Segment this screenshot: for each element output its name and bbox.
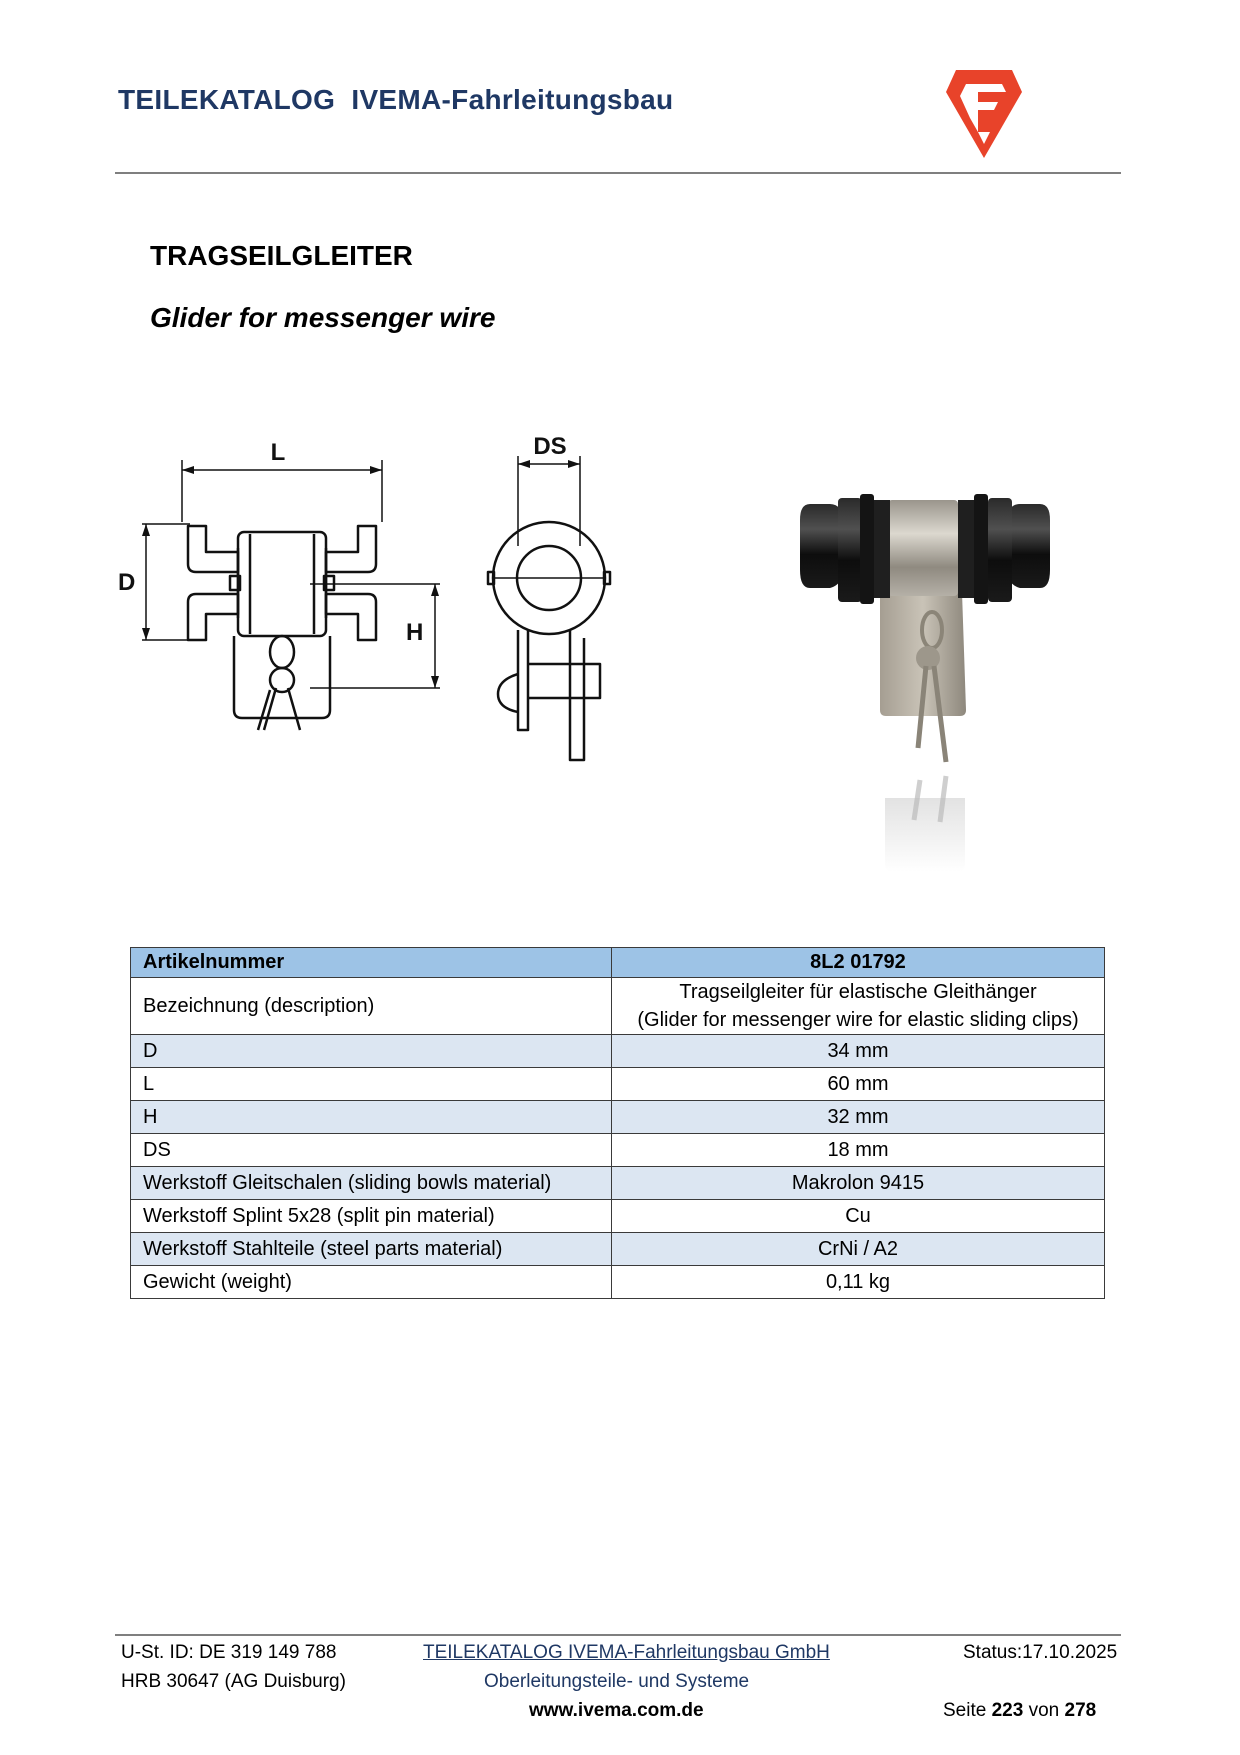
product-photo — [790, 480, 1060, 880]
spec-value: 34 mm — [612, 1035, 1105, 1068]
description-label: Bezeichnung (description) — [131, 978, 612, 1035]
dim-label-H: H — [406, 619, 424, 646]
table-row — [131, 1167, 1105, 1200]
dim-label-DS: DS — [533, 433, 567, 460]
page-number — [943, 1700, 1096, 1722]
table-row — [131, 1101, 1105, 1134]
table-row — [131, 1266, 1105, 1299]
spec-label: Werkstoff Stahlteile (steel parts material) — [131, 1233, 612, 1266]
spec-value: Cu — [612, 1200, 1105, 1233]
description-line-2: (Glider for messenger wire for elastic sliding clips) — [637, 1009, 1079, 1031]
page-sep: von — [1028, 1700, 1060, 1721]
page-total: 278 — [1064, 1700, 1097, 1721]
technical-drawing — [110, 430, 690, 790]
spec-label: H — [131, 1101, 612, 1134]
spec-label: L — [131, 1068, 612, 1101]
spec-label: Gewicht (weight) — [131, 1266, 612, 1299]
website-link[interactable]: www.ivema.com.de — [529, 1700, 704, 1721]
product-title: TRAGSEILGLEITER — [150, 240, 413, 271]
table-row — [131, 1035, 1105, 1068]
spec-label: D — [131, 1035, 612, 1068]
dim-label-L: L — [270, 439, 286, 466]
spec-value: CrNi / A2 — [612, 1233, 1105, 1266]
status-date: Status:17.10.2025 — [963, 1642, 1118, 1663]
company-link[interactable]: TEILEKATALOG IVEMA-Fahrleitungsbau GmbH — [423, 1642, 830, 1663]
spec-label: DS — [131, 1134, 612, 1167]
spec-label: Werkstoff Splint 5x28 (split pin material) — [131, 1200, 612, 1233]
article-number: 8L2 01792 — [612, 948, 1105, 978]
table-row — [131, 978, 1105, 1035]
spec-value: 18 mm — [612, 1134, 1105, 1167]
spec-value: 60 mm — [612, 1068, 1105, 1101]
page-current: 223 — [991, 1700, 1024, 1721]
table-row — [131, 1068, 1105, 1101]
table-row — [131, 1233, 1105, 1266]
description-value — [612, 978, 1105, 1035]
catalog-title: TEILEKATALOG IVEMA-Fahrleitungsbau — [118, 84, 674, 115]
spec-value: 32 mm — [612, 1101, 1105, 1134]
spec-value: Makrolon 9415 — [612, 1167, 1105, 1200]
ivema-logo — [944, 66, 1024, 162]
dim-label-D: D — [118, 569, 136, 596]
page-prefix: Seite — [943, 1700, 987, 1721]
specification-table — [130, 947, 1105, 1299]
footer-divider — [115, 1634, 1121, 1636]
vat-id: U-St. ID: DE 319 149 788 — [121, 1642, 337, 1663]
company-tagline: Oberleitungsteile- und Systeme — [484, 1671, 750, 1692]
spec-label: Werkstoff Gleitschalen (sliding bowls material) — [131, 1167, 612, 1200]
header-divider — [115, 172, 1121, 174]
table-row — [131, 1200, 1105, 1233]
table-header-row — [131, 948, 1105, 978]
table-row — [131, 1134, 1105, 1167]
product-subtitle: Glider for messenger wire — [150, 302, 496, 333]
description-line-1: Tragseilgleiter für elastische Gleithänger — [679, 981, 1037, 1003]
hrb-number: HRB 30647 (AG Duisburg) — [121, 1671, 346, 1692]
table-header-label: Artikelnummer — [131, 948, 612, 978]
spec-value: 0,11 kg — [612, 1266, 1105, 1299]
